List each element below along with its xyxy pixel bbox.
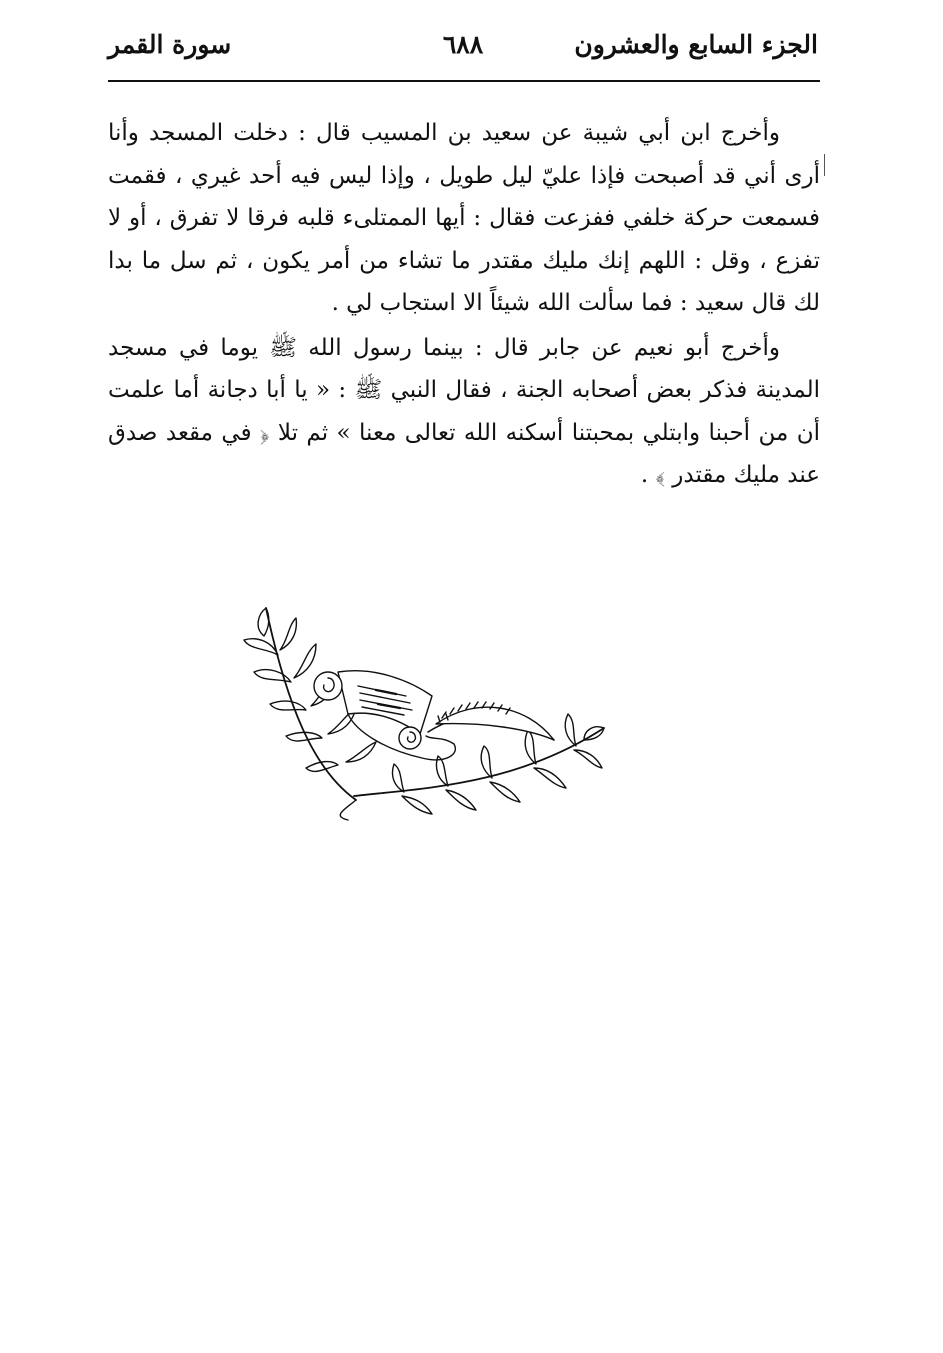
page-header — [108, 30, 818, 78]
left-laurel-branch — [244, 608, 376, 820]
quill-feather — [428, 702, 554, 740]
page-number: ٦٨٨ — [442, 30, 484, 59]
body-text — [108, 112, 820, 499]
surah-title: سورة القمر — [108, 30, 232, 59]
paragraph-ibn-abi-shaiba: وأخرج ابن أبي شيبة عن سعيد بن المسيب قال : دخلت المسجد وأنا أرى أني قد أصبحت فإذا عليّ ليل طويل ، وإذا ليس فيه أحد غيري ، فقمت فسمعت حركة خلفي ففزعت فقال : أيها الممتلىء قلبه فرقا لا تفرق ، أو لا تفزع ، وقل : اللهم إنك مليك مقتدر ما تشاء من أمر يكون ، ثم سل ما بدا لك قال سعيد : فما سألت الله شيئاً الا استجاب لي . — [108, 120, 820, 316]
header-divider — [108, 80, 820, 82]
scroll-quill-laurel-icon — [236, 600, 608, 826]
paragraph-abu-nuaim: وأخرج أبو نعيم عن جابر قال : بينما رسول الله ﷺ يوما في مسجد المدينة فذكر بعض أصحابه الجنة ، فقال النبي ﷺ : « يا أبا دجانة أما علمت أن من أحبنا وابتلي بمحبتنا أسكنه الله تعالى معنا » ثم تلا ﴿ في مقعد صدق عند مليك مقتدر ﴾ . — [108, 334, 821, 488]
right-laurel-branch — [354, 714, 604, 814]
part-title: الجزء السابع والعشرون — [574, 30, 818, 59]
margin-mark — [824, 154, 825, 176]
paper-scroll — [314, 671, 455, 760]
